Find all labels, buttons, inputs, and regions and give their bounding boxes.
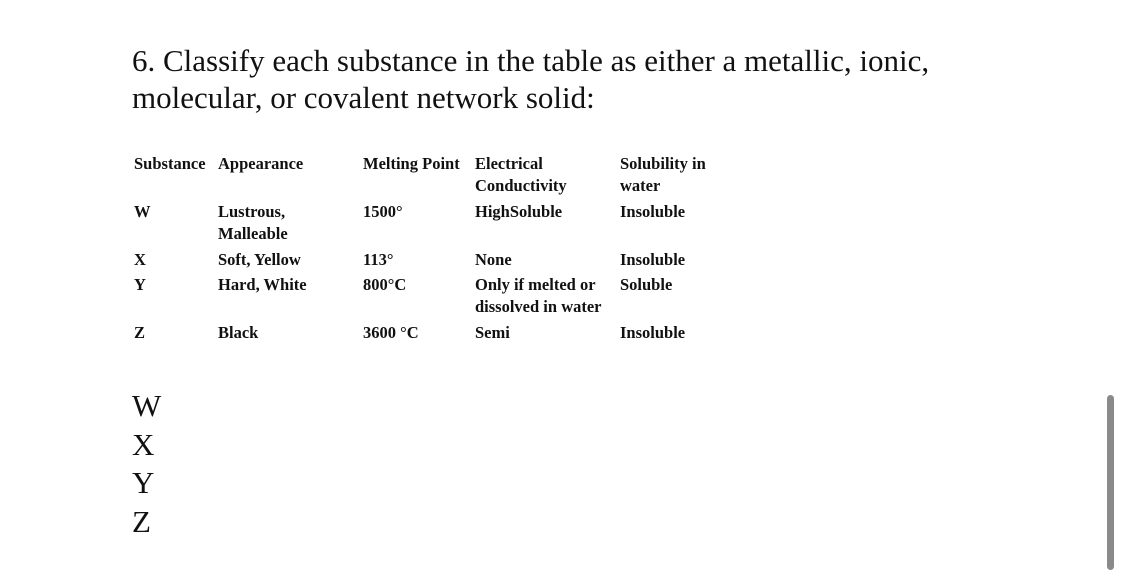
vertical-scrollbar[interactable] <box>1107 395 1114 570</box>
answer-list <box>132 387 161 541</box>
row-w-appearance-2: Malleable <box>218 224 288 243</box>
row-z-solubility: Insoluble <box>620 323 686 342</box>
row-y-appearance: Hard, White <box>218 275 307 294</box>
row-y-substance: Y <box>134 275 146 294</box>
answer-label-y: Y <box>132 465 155 500</box>
row-w-conductivity: HighSoluble <box>475 202 563 221</box>
answer-label-x: X <box>132 426 155 462</box>
row-y-conductivity-1: Only if melted or <box>475 275 596 294</box>
row-y-solubility: Soluble <box>620 275 673 294</box>
row-z-substance: Z <box>134 323 146 342</box>
row-z-conductivity: Semi <box>475 323 510 342</box>
row-x-substance: X <box>134 250 146 269</box>
row-x-conductivity: None <box>475 250 512 269</box>
row-x-appearance: Soft, Yellow <box>218 250 301 269</box>
row-w-melting-point: 1500° <box>363 202 403 221</box>
header-substance: Substance <box>134 154 206 173</box>
header-conductivity-1: Electrical <box>475 154 543 173</box>
answer-label-z: Z <box>132 503 151 539</box>
header-solubility-2: water <box>620 176 661 195</box>
row-x-melting-point: 113° <box>363 250 394 269</box>
row-w-substance: W <box>134 202 151 221</box>
row-z-melting-point: 3600 °C <box>363 323 419 342</box>
question-line-1: 6. Classify each substance in the table as either a metallic, ionic, <box>132 43 930 78</box>
question-line-2: molecular, or covalent network solid: <box>132 80 595 115</box>
substance-table <box>134 0 834 360</box>
row-x-solubility: Insoluble <box>620 250 686 269</box>
header-solubility-1: Solubility in <box>620 154 706 173</box>
header-conductivity-2: Conductivity <box>475 176 567 195</box>
row-w-appearance-1: Lustrous, <box>218 202 286 221</box>
header-melting-point: Melting Point <box>363 154 460 173</box>
row-y-melting-point: 800°C <box>363 275 407 294</box>
header-appearance: Appearance <box>218 154 304 173</box>
row-z-appearance: Black <box>218 323 259 342</box>
row-w-solubility: Insoluble <box>620 202 686 221</box>
answer-label-w: W <box>132 388 162 423</box>
row-y-conductivity-2: dissolved in water <box>475 297 602 316</box>
